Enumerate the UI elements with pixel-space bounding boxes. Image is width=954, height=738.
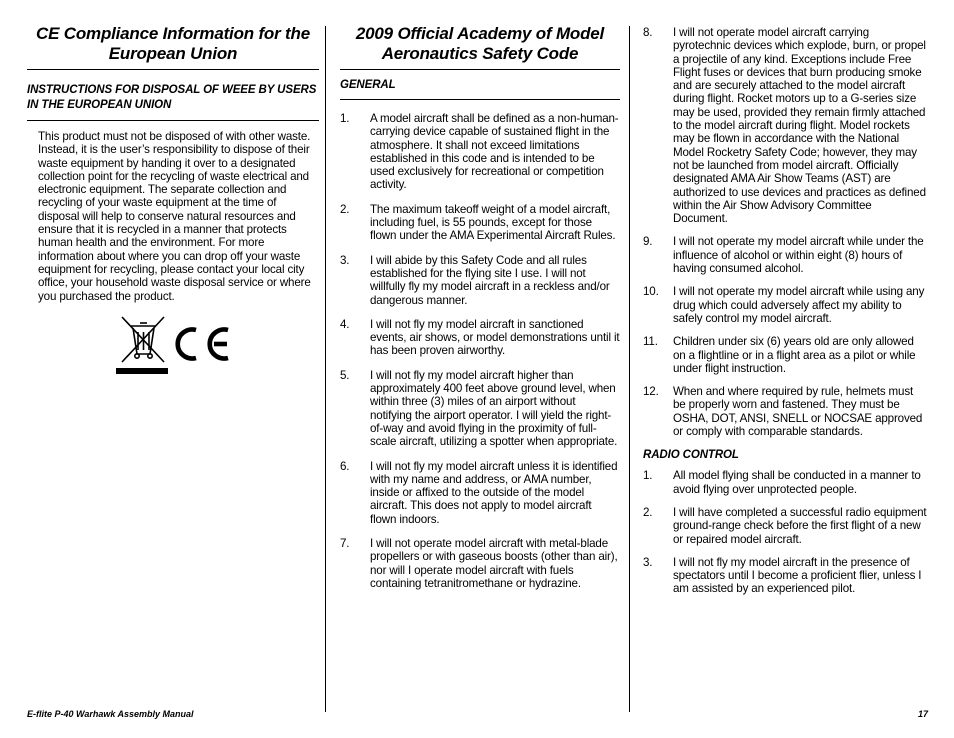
general-subheading: GENERAL <box>340 78 620 100</box>
list-item: 11. Children under six (6) years old are only allowed on a flightline or in a flight area as a pilot or while under flight instruction. <box>643 335 916 375</box>
page-number: 17 <box>918 709 929 719</box>
radio-control-rules-list <box>643 469 928 595</box>
footer-manual-title: E-flite P-40 Warhawk Assembly Manual <box>27 709 194 719</box>
general-rules-list-continued <box>643 26 928 438</box>
list-item: 1. All model flying shall be conducted in a manner to avoid flying over unprotected people. <box>643 469 921 496</box>
ama-safety-code-continued-column <box>643 26 928 606</box>
compliance-logos <box>116 314 236 378</box>
column-divider <box>325 26 326 712</box>
ama-section-title: 2009 Official Academy of Model Aeronautics Safety Code <box>340 24 620 70</box>
general-rules-list <box>340 112 620 590</box>
list-item: 9. I will not operate my model aircraft while under the influence of alcohol or within eight (8) hours of having consumed alcohol. <box>643 235 924 276</box>
radio-control-subheading: RADIO CONTROL <box>643 449 739 462</box>
weee-crossed-bin-icon <box>116 314 236 378</box>
list-item: 2. The maximum takeoff weight of a model aircraft, including fuel, is 55 pounds, except for those flown under the AMA Experimental Aircraft Rules. <box>340 202 616 243</box>
list-item: 3. I will abide by this Safety Code and all rules established for the flying site I use. I will not willfully fly my model aircraft in a reckless and/or dangerous manner. <box>340 253 610 307</box>
ce-section-title: CE Compliance Information for the European Union <box>27 24 319 70</box>
list-item: 12. When and where required by rule, helmets must be properly worn and fastened. They must be OSHA, DOT, ANSI, SNELL or NOCSAE approved or comply with comparable standards. <box>643 385 923 439</box>
list-item: 2. I will have completed a successful radio equipment ground-range check before the first flight of a new or repaired model aircraft. <box>643 505 927 546</box>
list-item: 4. I will not fly my model aircraft in sanctioned events, air shows, or model demonstrations until it has been proven airworthy. <box>340 317 620 358</box>
list-item: 7. I will not operate model aircraft with metal-blade propellers or with gaseous boosts (other than air), nor will I operate model aircraft with fuels containing tetranitromethane or hydrazine. <box>340 537 618 590</box>
column-divider <box>629 26 630 712</box>
list-item: 8. I will not operate model aircraft carrying pyrotechnic devices which explode, burn, or propel a projectile of any kind. Exceptions include Free Flight fuses or devices that burn producing smoke and are securely attached to the model aircraft during flight. Rocket motors up to a G-series size may be used, provided they remain firmly attached to the model aircraft during flight. Model rockets may be flown in accordance with the National Model Rocketry Safety Code; however, they may not be launched from model aircraft. Officially designated AMA Air Show Teams (AST) are authorized to use devices and practices as defined within the Air Show Advisory Committee Document. <box>643 26 926 226</box>
list-item: 5. I will not fly my model aircraft higher than approximately 400 feet above ground level, when within three (3) miles of an airport without notifying the airport operator. I will yield the right-of-way and avoid flying in the proximity of full-scale aircraft, utilizing a spotter when appropriate. <box>340 368 618 449</box>
ama-safety-code-column <box>340 24 620 601</box>
list-item: 6. I will not fly my model aircraft unless it is identified with my name and address, or AMA number, inside or affixed to the outside of the model aircraft. This does not apply to model aircraft flown indoors. <box>340 459 618 526</box>
list-item: 1. A model aircraft shall be defined as a non-human-carrying device capable of sustained flight in the atmosphere. It shall not exceed limitations established in this code and is intended to be used exclusively for recreational or competition activity. <box>340 112 619 192</box>
weee-subheading: INSTRUCTIONS FOR DISPOSAL OF WEEE BY USERS IN THE EUROPEAN UNION <box>27 83 319 121</box>
weee-paragraph: This product must not be disposed of with other waste. Instead, it is the user’s responsibility to dispose of their waste equipment by handing it over to a designated collection point for the recycling of waste electrical and electronic equipment. The separate collection and recycling of your waste equipment at the time of disposal will help to conserve natural resources and ensure that it is recycled in a manner that protects human health and the environment. For more information about where you can drop off your waste equipment for recycling, please contact your local city office, your household waste disposal service or where you purchased the product. <box>38 130 311 303</box>
list-item: 3. I will not fly my model aircraft in the presence of spectators until I become a proficient flier, unless I am assisted by an experienced pilot. <box>643 555 922 596</box>
ce-compliance-column <box>27 24 319 303</box>
list-item: 10. I will not operate my model aircraft while using any drug which could adversely affect my ability to safely control my model aircraft. <box>643 285 925 325</box>
